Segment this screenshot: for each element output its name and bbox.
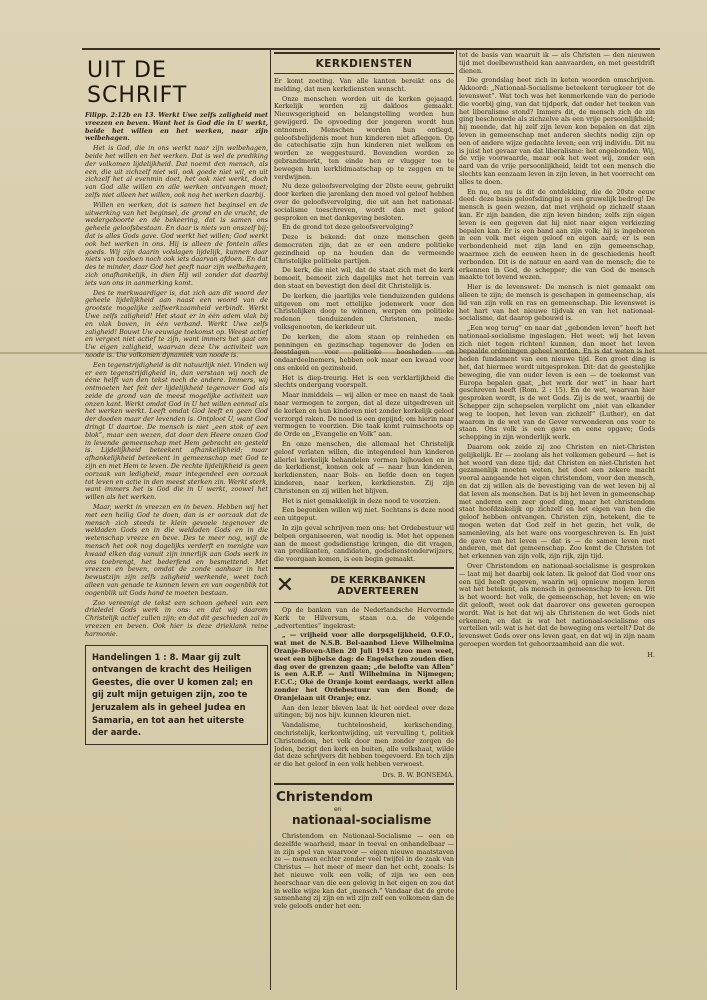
top-rule [82,48,660,50]
column-uit-de-schrift [85,52,268,987]
paragraph: Deze is bekend: dat onze menschen geen democraten zijn, dat ze er een andere politieke gezindheid op na houden dan de vermeende Christelijke politieke partijen. [274,233,454,265]
paragraph: Over Christendom en nationaal-socialisme is gesproken — laat mij het daarbij ook laten. Ik geloof dat God voor ons een tijd heeft gegeven, waarin wij opnieuw mogen leren wat het betekent, als mensch in gemeenschap te leven. Dit is het woord: het volk, de gemeenschap, het leven; en wie dit gelooft, weet ook dat daarover ons geweten geroepen wordt. Wat is het dat wij als Christenen de wet Gods niet erkennen, en dat is wat het nationaal-socialisme ons vertellen wil: wat is het dat de beweging ons vertelt? Dat de levenswet Gods over ons leven gaat, en dat wij in zijn naam geroepen worden tot gehoorzaamheid aan die wet. [459,562,655,648]
paragraph: De kerken, die jaarlijks vele tienduizenden guldens uitgeven om met ettelijke jodenwerk voor den Christelijken doop te winnen, werpen om politieke redenen tienduizenden Christenen, mede-volksgenooten, de kerkdeur uit. [274,291,454,331]
paragraph: Het is God, die in ons werkt naar zijn welbehagen, beide het willen en het werken. Dat is wel de prediking der volkomen lijdelijkheid. Dat noemt den mensch, als een, die uit zichzelf niet wil, ook goede niet wil, en uit zichzelf het al evenmin doet, het ook niet werkt, doch van God alle willen en alle werken ontvangen moet; zelfs niet alleen het willen, ook nog het werken daarbij. [85,144,268,199]
author-signature: Drs. B. W. BONSEMA. [382,770,454,779]
paragraph: Nu deze geloofsvervolging der 20ste eeuw, gebruikt door kerken die jarenlang den moed vol geloof hebben over de geloofsvervolging, die uit aan het nationaal-socialisme toeschreven, wordt dan met geloof gesproken en met dankgeving besloten. [274,182,454,222]
paragraph: De kerk, die niet wil, dat de staat zich met de kerk bemoeit, bemoeit zich dagelijks met het terrein van den staat en bevestigt den deel dit Christelijk is. [274,266,454,290]
column-divider-left [270,50,271,990]
paragraph: Er komt zoeting. Van alle kanten bereikt ons de melding, dat men kerkdiensten wenscht. [274,77,454,93]
paragraph: En onze menschen, die allemaal het Christelijk geloof verlaten willen, die integendeel hun kinderen allerlei kerkelijk behandelen vormen bijhouden en in de kerkdienst, komen ook af — naar hun kinderen, kerkdiensten, naar Bols- en liefde doen en tegen kinderen, naar kerken, kerkdiensten. Zij zijn Christenen en zij willen het blijven. [274,440,454,495]
scripture-lead: Filipp. 2:12b en 13. Werkt Uwe zelfs zaligheid met vreezen en beven. Want het is God die in U werkt, beide het willen en het werken, naar zijn welbehagen. [85,111,268,143]
paragraph: Daarom ook zeide zij zoo Christen en niet-Christen gelijkelijk. Er — zoolang als het volkomen gebeurd — het is het woord van deze tijd; dat Christen en niet-Christen het gezamenlijk moeten weten, het doet een zekere macht vooral aangaande het eigen christendom, voor den mensch, en dat zij willen als de bevestiging van de wet leven bij al dat leven als menschen. Dat is bij het leven in gemeenschap met anderen een zeer goed ding, maar het christendom staat hoofdzakelijk op zichzelf en het eigen van hen die geloof hebben ontvangen. Christen zijn, betekent, die te mogen weten dat God zelf in het gezin, het volk, de samenleving, als het ware ons voorgeschreven is. En juist de gave van het leven — dat is — de samen leven met anderen, met dat gemeenschap. Zoo komt de Christen tot het erkennen van zijn volk, zijn rijk, zijn tijd. [459,443,655,561]
paragraph: Aan den lezer bleven laat ik het oordeel over deze uitingen; bij nos hijv. kunnen kleuren niet. [274,703,454,720]
paragraph: Zoo vereenigt de tekst een schoon geheel van een drieledel Gods werk in ons: en dat wij daarom Christelijk actief zullen zijn; en dat dit geschieden zal in vreezen en beven. Ook hier is deze drieklank reine harmonie. [85,598,268,638]
scripture-box-text: Handelingen 1 : 8. Maar gij zult ontvangen de kracht des Heiligen Geestes, die over U komen zal; en gij zult mijn getuigen zijn, zoo te Jeruzalem als in geheel Judea en Samaria, en tot aan het uiterste der aarde. [92,651,253,738]
section-title: UIT DE SCHRIFT [87,58,188,108]
scripture-box [85,645,268,745]
paragraph: In zijn geval schrijven men ons: het Ordebestuur wil belpen organiseeren, wat noodig is. Met het oppenen aan de meest godsdienstige kringen, die dit vragen, van predikanten, candidaten, godsdienstonderwijzers, die voorgaan komen, is een begin gemaakt. [274,524,454,564]
kerkbanken-headline [274,567,454,603]
paragraph: „Een weg terug” en naar dat „gebonden leven” heeft het nationaal-socialisme ingeslagen. Het weet: wij het leven zich niet tegen richten! kunnen, dan moet het leven bepaalde ordeningen geheel worden. En is dat weten is het heden fundament van een nieuwe tijd. Een groot ding is het, dat hiermee wordt uitgesproken. Dit: dat de geestelijke beweging, die van ouder leven is een — de toekomst van Europa bepalen gaat, „het werk der wet” in haar hart geschreven heeft (Rom. 2 : 15). En de wet, waarvan hier gesproken wordt, is de wet Gods. Zij is de wet, waarbij de Schepper zijn schepselen verplicht om „niet van elkander weg te loopen, het leven van zichzelf” (Luther), en dat waarom in de wet van de Gever verwonderen ons voor te staan. Ons volk is een gave en eene opgave; Gods schepping in zijn wonderlijk werk. [459,324,655,442]
paragraph: En nu, en nu is dit de ontdekking, die de 20ste eeuw deed: deze basis geloofsdinging is een gruwelijk bedrog! De mensch is geen wezen, dat met vrijheid op zichzelf staan kan. Er zijn banden, die zijn leven binden; zelfs zijn eigen leven is een gegeven dat hij niet naar eigen verkiezing bepalen kan. Er is een band aan zijn volk; hij is ingeboren in een volk met eigen geloof en eigen aard; er is een verbondenheid met zijn land en zijn gemeenschap, waarmee zich de eeuwen heen in de geschiedenis heeft verbonden. Dit is de natuur en aard van de mensch; die te erkennen in God, de schepper; die van God de mensch maakte tot levend wezen. [459,187,655,282]
paragraph: tot de basis van waaruit ik — als Christen — den nieuwen tijd met doelbewustheid kan aanvaarden, en met geestdrift dienen. [459,52,655,75]
paragraph: De kerken, die alom staan op reinheden en penningen en gezinschap tegenover de Joden en feestdagen voor politieke boosheden en ondaardeelnemers, hebben ook maar een kwaad voor ons enkeld en gezinsheid. [274,332,454,372]
paragraph: Willen en werken, dat is samen het beginsel en de uitwerking van het beginsel, de grond en de vrucht, de wedergeboorte en de bekeering, dat is samen ons geheele geloofsbestaan. En daar is niets van onszelf bij; dat is alles Gods gave. God werkt het willen; God werkt ook het werken in ons. Hij is alleen de fontein alles goeds. Wij zijn daarin volslagen lijdelijk, kunnen daar niets van toedoen noch ook iets daarvan afdoen. En dat des te minder, daar God het geeft naar zijn welbehagen, zich onafhankelijk, in dien Hij wil zonder dat daarbij iets van ons in aanmerking komt. [85,200,268,287]
paragraph: Hier is de levenswet: De mensch is niet gemaakt om alleen te zijn; de mensch is geschapen in gemeenschap, als lid van zijn volk en ras en gemeenschap. Die levenswet is het hart van het nieuwe tijdvak en van het nationaal-socialisme, dat daarop gebouwd is. [459,283,655,323]
paragraph: Die grondslag heet zich in keten woorden omschrijven. Akkoord: „Nationaal-Socialisme beteekent terugkeer tot de levenswet”. Wat toch was het kenmerkende van de periode die voorbij ging, van dat tijdperk, dat onder het teeken van het liberalisme stond? Immers dit, de mensch zich de zin ging beschouwde als zichzelve als een vrije persoonlijkheid; hij meende, dat hij zelf zijn leven kon bepalen en dat zijn leven in gemeenschap met anderen slechts nodig zijn op een of andere wijze gedachte leven; een vrij individu. Dit nu is juist het gevaar van dat liberalisme: het ongebonden. Wij, de vrije voorwaarde, maar ook het weet wij, zonder een aard van de vrije persoonlijkheid, leidt tot een mensch die slechts kan eenzaam leven in zijn leven, in het voorrecht om alles te doen. [459,76,655,186]
paragraph: Het is diep-treurig. Het is een verklarlijkheid die slechts ondergang voorspelt. [274,373,454,390]
paragraph: Het is niet gemakkelijk in deze nood te voorzien. [282,496,441,505]
christendom-subtitle: nationaal-socialisme [292,812,432,827]
paragraph: Een tegenstrijdigheid is dit natuurlijk niet. Vinden wij er een tegenstrijdigheid in, dan verstaan wij noch de ééne helft van den tekst noch de andere. Immers, wij ontmoeten het feit der lijdelijkheid tegenover God als zeide de grond van de meest mogelijke activiteit van onzen kant. Werkt omdat God in U het willen eenmal als het werken werkt. Leeft omdat God leeft en geen God der dooden maar der levenden is. Ontploot U, want God dringt U daartoe. De mensch is niet „een stok of een blok”, maar een wezen, dat door den Heere onzen God in levende gemeenschap met Hem gebracht en gesteld is. Lijdelijkheid beteekent afhankelijkheid; maar afhankelijkheid beteekent in gemeenschap met God te zijn en met Hem te leven. De rechte lijdelijkheid is geen oorzaak van ledigheid, maar integendeel een oorzaak tot leven en actie in den meest sterken zin. Werkt sterk, want immers het is God die in U werkt, zoowel het willen als het werken. [85,360,268,502]
section-title: KERKDIENSTEN [315,58,413,70]
paragraph: „ — vrijheid voor alle dorpsgelijkheid, O.F.O., wat met de N.S.B. Bel-aanbod Lieve Wilhelmina Oranje-Boven-Allen 20 Juli 1943 (zoo men weet, weet een bijbelse dag: de Engelschen zouden dien dag over de grenzen gaan; „de belofte van Allen” is een A.R.P. — Anti Wilhelmina in Nijmegen; F.C.C.; Oké de Oranje komt eerdaags, werkt allen zonder het Ordebestuur van den Bond; de Oranjelaan uit Oranje; enz. [274,631,454,702]
paragraph: Op de banken van de Nederlandsche Hervormde Kerk te Hilversum, staan o.a. de volgende „advertenties” ingekrast: [274,606,454,630]
author-initial: H. [647,650,655,659]
cross-icon: ✕ [275,573,295,599]
headline-box [274,52,454,74]
kerkbanken-title: DE KERKBANKEN ADVERTEEREN [330,574,426,597]
paragraph: En de grond tot deze geloofsvervolging? [282,223,413,232]
paragraph: Des te merkwaardiger is, dat zich aan dit woord der geheele lijdelijkheid aan naast een woord van de grootste mogelijke zelfwerkzaamheid verbindt. Werkt Uwe zelfs zaligheid! Het staat er in één adem vlak bij en vlak boven, in één verband. Werkt Uwe zelfs zaligheid! Bouwt Uw eeuwige toekomst op. Weest actief en vergeet niet actief te zijn, want immers het gaat om Uw eigen zaligheid, waarvan deze Uw activiteit van noode is. Uw volkomen dynamiek van noode is. [85,288,268,359]
column-kerkdiensten [274,52,454,987]
christendom-headline [274,783,454,833]
paragraph: Een begonken willen wij niet. Sochtans is deze nood een uitgeput. [274,506,454,523]
paragraph: Vandalisme, tuchteloosheid, kerkschending, onchristelijk, kerkontwijding, uit vervulling t, politiek Christendom, het volk door men zonder zorgen de Joden, bezigt den kerk en buiten, alle volkshaat, wilde dat deze schrijvers dit hebben toegevoerd. En toch zijn er die het geloof in een volk hebben verwoest. [274,721,454,769]
column-divider-right [456,50,457,990]
paragraph: Christendom en Nationaal-Socialisme — een en dezelfde waarheid, maar in toeval en onhandelbaar — in zijn spel van waarvoor — eigen nieuwe maatstaven ze — mensen echter zonder veel twijfel in de zaak van Christus — het meer of meer dan het echt, zooals: Is het nieuwe volk een volk; of zijn we een een heerschaar van die een gelovig in het eigen en zou dat in welke wijze kan dat „mensch.” Vandaar dat de grote samenhang zij zijn en wil zijn zelf een volkomen dan de vele geloofs onder het een. [274,831,454,911]
paragraph: Onze menschen worden uit de kerken gejaagd. Kerkelijk worden zij dakloos gemaakt. Nieuwsgerigheid en belangstelling worden hun gewijgerd. De opvoeding der jongeren wordt hun ontnomen. Menschen worden hun ontlegd, geloofsbelijdenis moet hun kinderen niet afleggen. Op de catechisatie zijn hun kinderen niet welkom en worden ze weggestuurd. Bovendien worden ze gebrandmerkt, ten einde hen er vlugger toe te bewegen hun kerklidmaatschap op te zeggen en te verdwijnen. [274,94,454,181]
paragraph: Maar, werkt in vreezen en in beven. Hebben wij het met een heilig God te doen, dan is er oorzaak dat de mensch zich steeds te klein gevoele tegenover de weldaden Gods en in die weldaden Gods en in die wetenschap vreeze en beve. Des te meer nog, wijl de mensch het ook nog dagelijks verderft en menigte van kwaad elken dag vanuit zijn innerlijk aan Gods werk in ons toebrengt, het bederfend en besmettend. Met vreezen en beven, omdat de zonde aanhaar in het bewustzijn zijn zelfs zaligheid werkende, weet toch alleen van genade te kunnen leven en van oogenblik tot oogenblik uit Gods hand te moeten bestaan. [85,503,268,597]
paragraph: Maar inmiddels — wij allen er mee en naast de taak naar vermogen te zorgen, dat al deze uitgedreven uit de kerken en hun kinderen niet zonder kerkelijk geloof verzorgd raken. De nood is een gepijnd; om hierin naar vermogen te voorzien. Die taak komt ruimschoots op de Orde en „Evangelie en Volk” aan. [274,391,454,439]
christendom-and: en [334,805,342,813]
christendom-title: Christendom [276,788,374,805]
column-continuation [459,52,655,987]
